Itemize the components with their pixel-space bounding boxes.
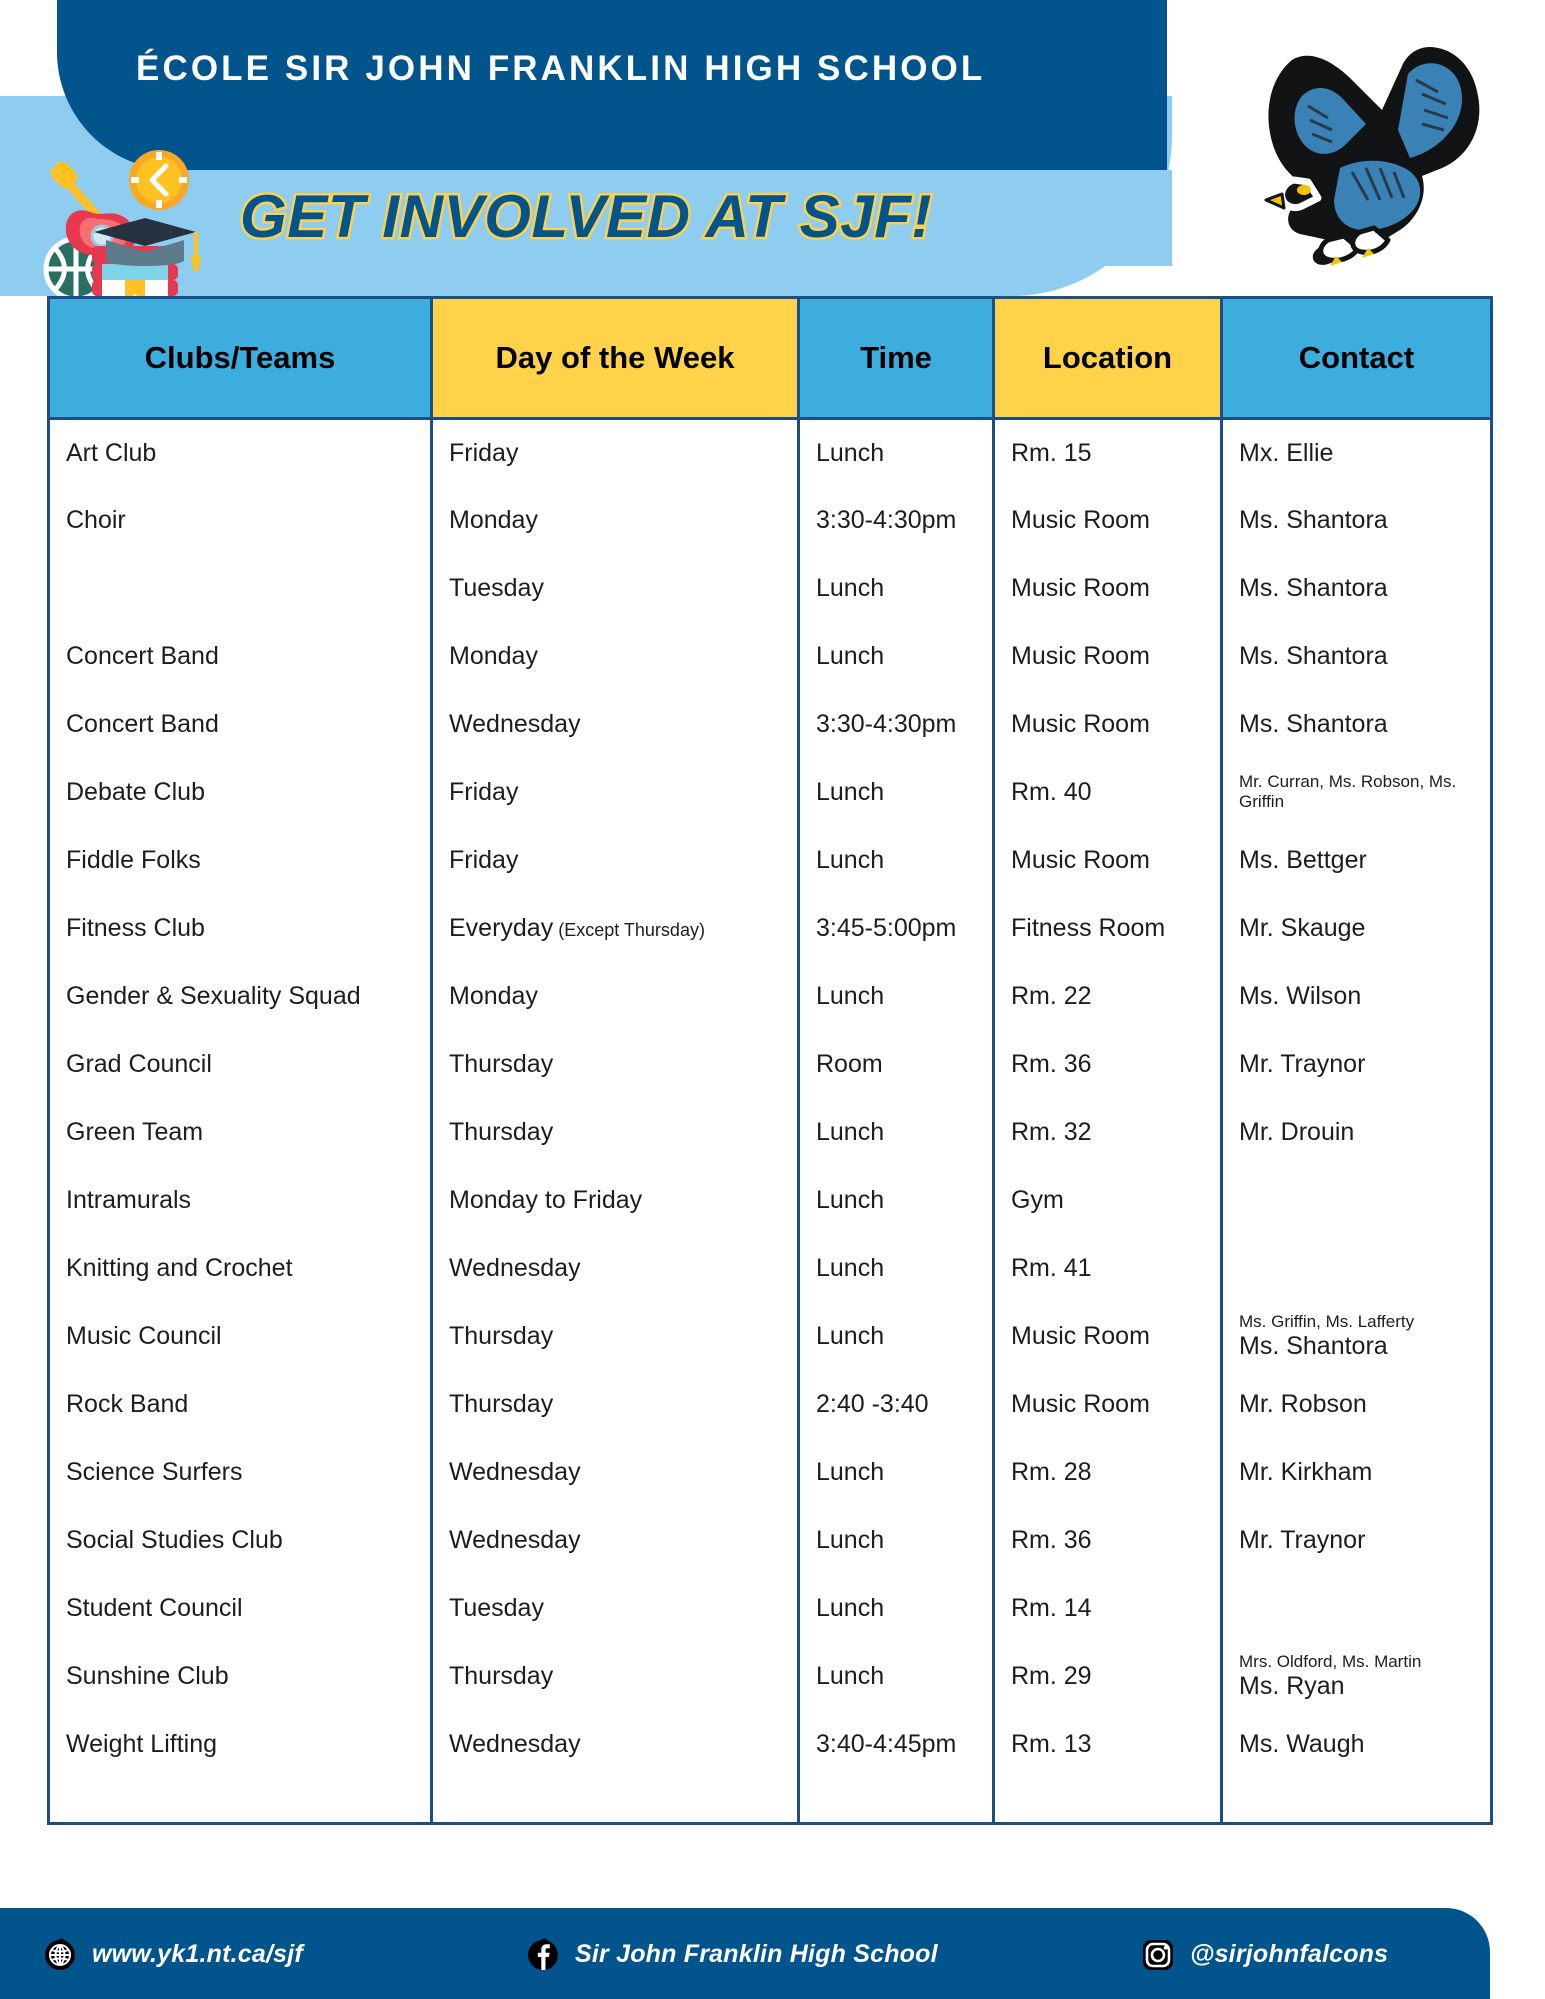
cell-contact <box>1222 759 1492 827</box>
cell-time: Lunch <box>799 963 994 1031</box>
cell-location: Rm. 15 <box>994 419 1222 487</box>
page-headline: GET INVOLVED AT SJF! <box>240 183 933 250</box>
cell-contact <box>1222 1303 1492 1371</box>
column-header-contact: Contact <box>1222 298 1492 419</box>
cell-contact <box>1222 1167 1492 1235</box>
cell-club: Fiddle Folks <box>49 827 432 895</box>
cell-club: Intramurals <box>49 1167 432 1235</box>
cell-location: Gym <box>994 1167 1222 1235</box>
column-header-location: Location <box>994 298 1222 419</box>
cell-day: Wednesday <box>432 691 799 759</box>
cell-club: Choir <box>49 487 432 555</box>
cell-time: 3:40-4:45pm <box>799 1711 994 1779</box>
cell-day: Wednesday <box>432 1235 799 1303</box>
table-body <box>49 419 1492 1824</box>
column-header-time: Time <box>799 298 994 419</box>
cell-day: Tuesday <box>432 555 799 623</box>
cell-club: Concert Band <box>49 623 432 691</box>
cell-contact <box>1222 555 1492 623</box>
cell-day: Monday <box>432 963 799 1031</box>
contact-primary: Mr. Robson <box>1239 1390 1367 1419</box>
cell-contact <box>1222 419 1492 487</box>
cell-contact <box>1222 1031 1492 1099</box>
cell-day: Thursday <box>432 1303 799 1371</box>
cell-contact <box>1222 1439 1492 1507</box>
table-row <box>49 759 1492 827</box>
cell-time: Lunch <box>799 1167 994 1235</box>
table-row <box>49 1371 1492 1439</box>
contact-secondary: Mr. Curran, Ms. Robson, Ms. Griffin <box>1239 772 1457 811</box>
cell-contact <box>1222 1575 1492 1643</box>
contact-primary: Ms. Shantora <box>1239 574 1388 603</box>
cell-time: Lunch <box>799 1643 994 1711</box>
cell-club: Green Team <box>49 1099 432 1167</box>
cell-time: Lunch <box>799 623 994 691</box>
cell-location: Fitness Room <box>994 895 1222 963</box>
table-row <box>49 487 1492 555</box>
cell-day: Wednesday <box>432 1507 799 1575</box>
column-header-clubs: Clubs/Teams <box>49 298 432 419</box>
cell-contact <box>1222 691 1492 759</box>
contact-primary: Ms. Waugh <box>1239 1730 1365 1759</box>
cell-spacer <box>1222 1779 1492 1824</box>
contact-secondary: Ms. Griffin, Ms. Lafferty <box>1239 1311 1415 1331</box>
table-row <box>49 1235 1492 1303</box>
table-row <box>49 1779 1492 1824</box>
cell-spacer <box>799 1779 994 1824</box>
contact-primary: Mx. Ellie <box>1239 438 1334 467</box>
cell-day: Monday <box>432 487 799 555</box>
contact-primary: Ms. Shantora <box>1239 1332 1388 1361</box>
day-note: (Except Thursday) <box>553 919 705 940</box>
table-row <box>49 1439 1492 1507</box>
cell-location: Rm. 36 <box>994 1507 1222 1575</box>
cell-location: Music Room <box>994 1371 1222 1439</box>
table-row <box>49 963 1492 1031</box>
cell-club: Music Council <box>49 1303 432 1371</box>
cell-location: Music Room <box>994 487 1222 555</box>
cell-time: Lunch <box>799 1235 994 1303</box>
cell-day: Tuesday <box>432 1575 799 1643</box>
cell-time: Lunch <box>799 1303 994 1371</box>
school-supplies-icon <box>28 128 203 303</box>
cell-location: Music Room <box>994 555 1222 623</box>
cell-club: Concert Band <box>49 691 432 759</box>
cell-time: 3:30-4:30pm <box>799 691 994 759</box>
cell-time: Lunch <box>799 1575 994 1643</box>
cell-club: Debate Club <box>49 759 432 827</box>
cell-day: Friday <box>432 827 799 895</box>
footer-facebook-label: Sir John Franklin High School <box>575 1939 938 1968</box>
table-row <box>49 1167 1492 1235</box>
falcon-mascot-logo <box>1232 18 1502 268</box>
cell-contact <box>1222 623 1492 691</box>
contact-primary: Ms. Shantora <box>1239 642 1388 671</box>
footer-instagram-label: @sirjohnfalcons <box>1190 1939 1389 1968</box>
contact-primary: Mr. Traynor <box>1239 1526 1366 1555</box>
table-row <box>49 827 1492 895</box>
table-row <box>49 1031 1492 1099</box>
cell-location: Rm. 29 <box>994 1643 1222 1711</box>
column-header-day: Day of the Week <box>432 298 799 419</box>
cell-location: Rm. 22 <box>994 963 1222 1031</box>
contact-primary: Mr. Drouin <box>1239 1118 1355 1147</box>
cell-day: Friday <box>432 419 799 487</box>
cell-location: Music Room <box>994 623 1222 691</box>
cell-club: Student Council <box>49 1575 432 1643</box>
cell-club: Grad Council <box>49 1031 432 1099</box>
cell-club: Rock Band <box>49 1371 432 1439</box>
cell-day: Monday <box>432 623 799 691</box>
facebook-icon <box>525 1936 561 1972</box>
cell-contact <box>1222 1643 1492 1711</box>
table-row <box>49 1099 1492 1167</box>
cell-contact <box>1222 895 1492 963</box>
cell-day: Thursday <box>432 1031 799 1099</box>
cell-club: Gender & Sexuality Squad <box>49 963 432 1031</box>
cell-contact <box>1222 1711 1492 1779</box>
cell-location: Rm. 32 <box>994 1099 1222 1167</box>
day-label: Everyday <box>449 913 554 942</box>
cell-day: Wednesday <box>432 1439 799 1507</box>
cell-day: Thursday <box>432 1371 799 1439</box>
cell-club: Art Club <box>49 419 432 487</box>
cell-time: Lunch <box>799 1099 994 1167</box>
table-row <box>49 623 1492 691</box>
contact-primary: Ms. Shantora <box>1239 506 1388 535</box>
cell-day: Wednesday <box>432 1711 799 1779</box>
cell-contact <box>1222 1507 1492 1575</box>
cell-contact <box>1222 1371 1492 1439</box>
contact-primary: Ms. Bettger <box>1239 846 1367 875</box>
table-row <box>49 1507 1492 1575</box>
clubs-schedule-table <box>47 296 1493 1825</box>
table-header-row <box>49 298 1492 419</box>
cell-location: Rm. 13 <box>994 1711 1222 1779</box>
cell-location: Rm. 40 <box>994 759 1222 827</box>
cell-location: Music Room <box>994 827 1222 895</box>
cell-day: Monday to Friday <box>432 1167 799 1235</box>
contact-primary: Ms. Wilson <box>1239 982 1362 1011</box>
cell-club: Fitness Club <box>49 895 432 963</box>
cell-contact <box>1222 1235 1492 1303</box>
cell-club: Science Surfers <box>49 1439 432 1507</box>
cell-day <box>432 895 799 963</box>
table-row <box>49 1711 1492 1779</box>
table-row <box>49 419 1492 487</box>
table-row <box>49 1575 1492 1643</box>
clubs-schedule-table-container <box>47 296 1490 1908</box>
cell-time: Lunch <box>799 1439 994 1507</box>
cell-time: 2:40 -3:40 <box>799 1371 994 1439</box>
table-row <box>49 1303 1492 1371</box>
footer-bar <box>0 1908 1490 1999</box>
cell-location: Rm. 36 <box>994 1031 1222 1099</box>
table-row <box>49 691 1492 759</box>
table-row <box>49 1643 1492 1711</box>
cell-contact <box>1222 827 1492 895</box>
cell-time: Lunch <box>799 759 994 827</box>
cell-club: Weight Lifting <box>49 1711 432 1779</box>
cell-spacer <box>994 1779 1222 1824</box>
footer-website-label: www.yk1.nt.ca/sjf <box>92 1939 303 1968</box>
cell-time: 3:45-5:00pm <box>799 895 994 963</box>
cell-time: Lunch <box>799 827 994 895</box>
cell-time: Lunch <box>799 1507 994 1575</box>
cell-location: Music Room <box>994 691 1222 759</box>
cell-location: Music Room <box>994 1303 1222 1371</box>
cell-time: Lunch <box>799 419 994 487</box>
cell-contact <box>1222 487 1492 555</box>
contact-primary: Ms. Ryan <box>1239 1672 1345 1701</box>
cell-time: Lunch <box>799 555 994 623</box>
table-row <box>49 895 1492 963</box>
cell-location: Rm. 41 <box>994 1235 1222 1303</box>
footer-website[interactable] <box>42 1936 303 1972</box>
contact-secondary: Mrs. Oldford, Ms. Martin <box>1239 1651 1422 1671</box>
cell-time: 3:30-4:30pm <box>799 487 994 555</box>
cell-spacer <box>49 1779 432 1824</box>
cell-location: Rm. 28 <box>994 1439 1222 1507</box>
cell-location: Rm. 14 <box>994 1575 1222 1643</box>
instagram-icon <box>1140 1936 1176 1972</box>
contact-primary: Mr. Traynor <box>1239 1050 1366 1079</box>
cell-spacer <box>432 1779 799 1824</box>
contact-primary: Mr. Skauge <box>1239 914 1366 943</box>
cell-club: Knitting and Crochet <box>49 1235 432 1303</box>
cell-day: Thursday <box>432 1643 799 1711</box>
table-row <box>49 555 1492 623</box>
clock-icon <box>129 150 189 210</box>
cell-day: Thursday <box>432 1099 799 1167</box>
cell-club <box>49 555 432 623</box>
cell-day: Friday <box>432 759 799 827</box>
contact-primary: Ms. Shantora <box>1239 710 1388 739</box>
school-name-title: ÉCOLE SIR JOHN FRANKLIN HIGH SCHOOL <box>136 49 986 88</box>
footer-instagram[interactable] <box>1140 1936 1388 1972</box>
cell-time: Room <box>799 1031 994 1099</box>
cell-club: Social Studies Club <box>49 1507 432 1575</box>
footer-facebook[interactable] <box>525 1936 938 1972</box>
cell-contact <box>1222 1099 1492 1167</box>
contact-primary: Mr. Kirkham <box>1239 1458 1373 1487</box>
cell-club: Sunshine Club <box>49 1643 432 1711</box>
cell-contact <box>1222 963 1492 1031</box>
globe-icon <box>42 1936 78 1972</box>
